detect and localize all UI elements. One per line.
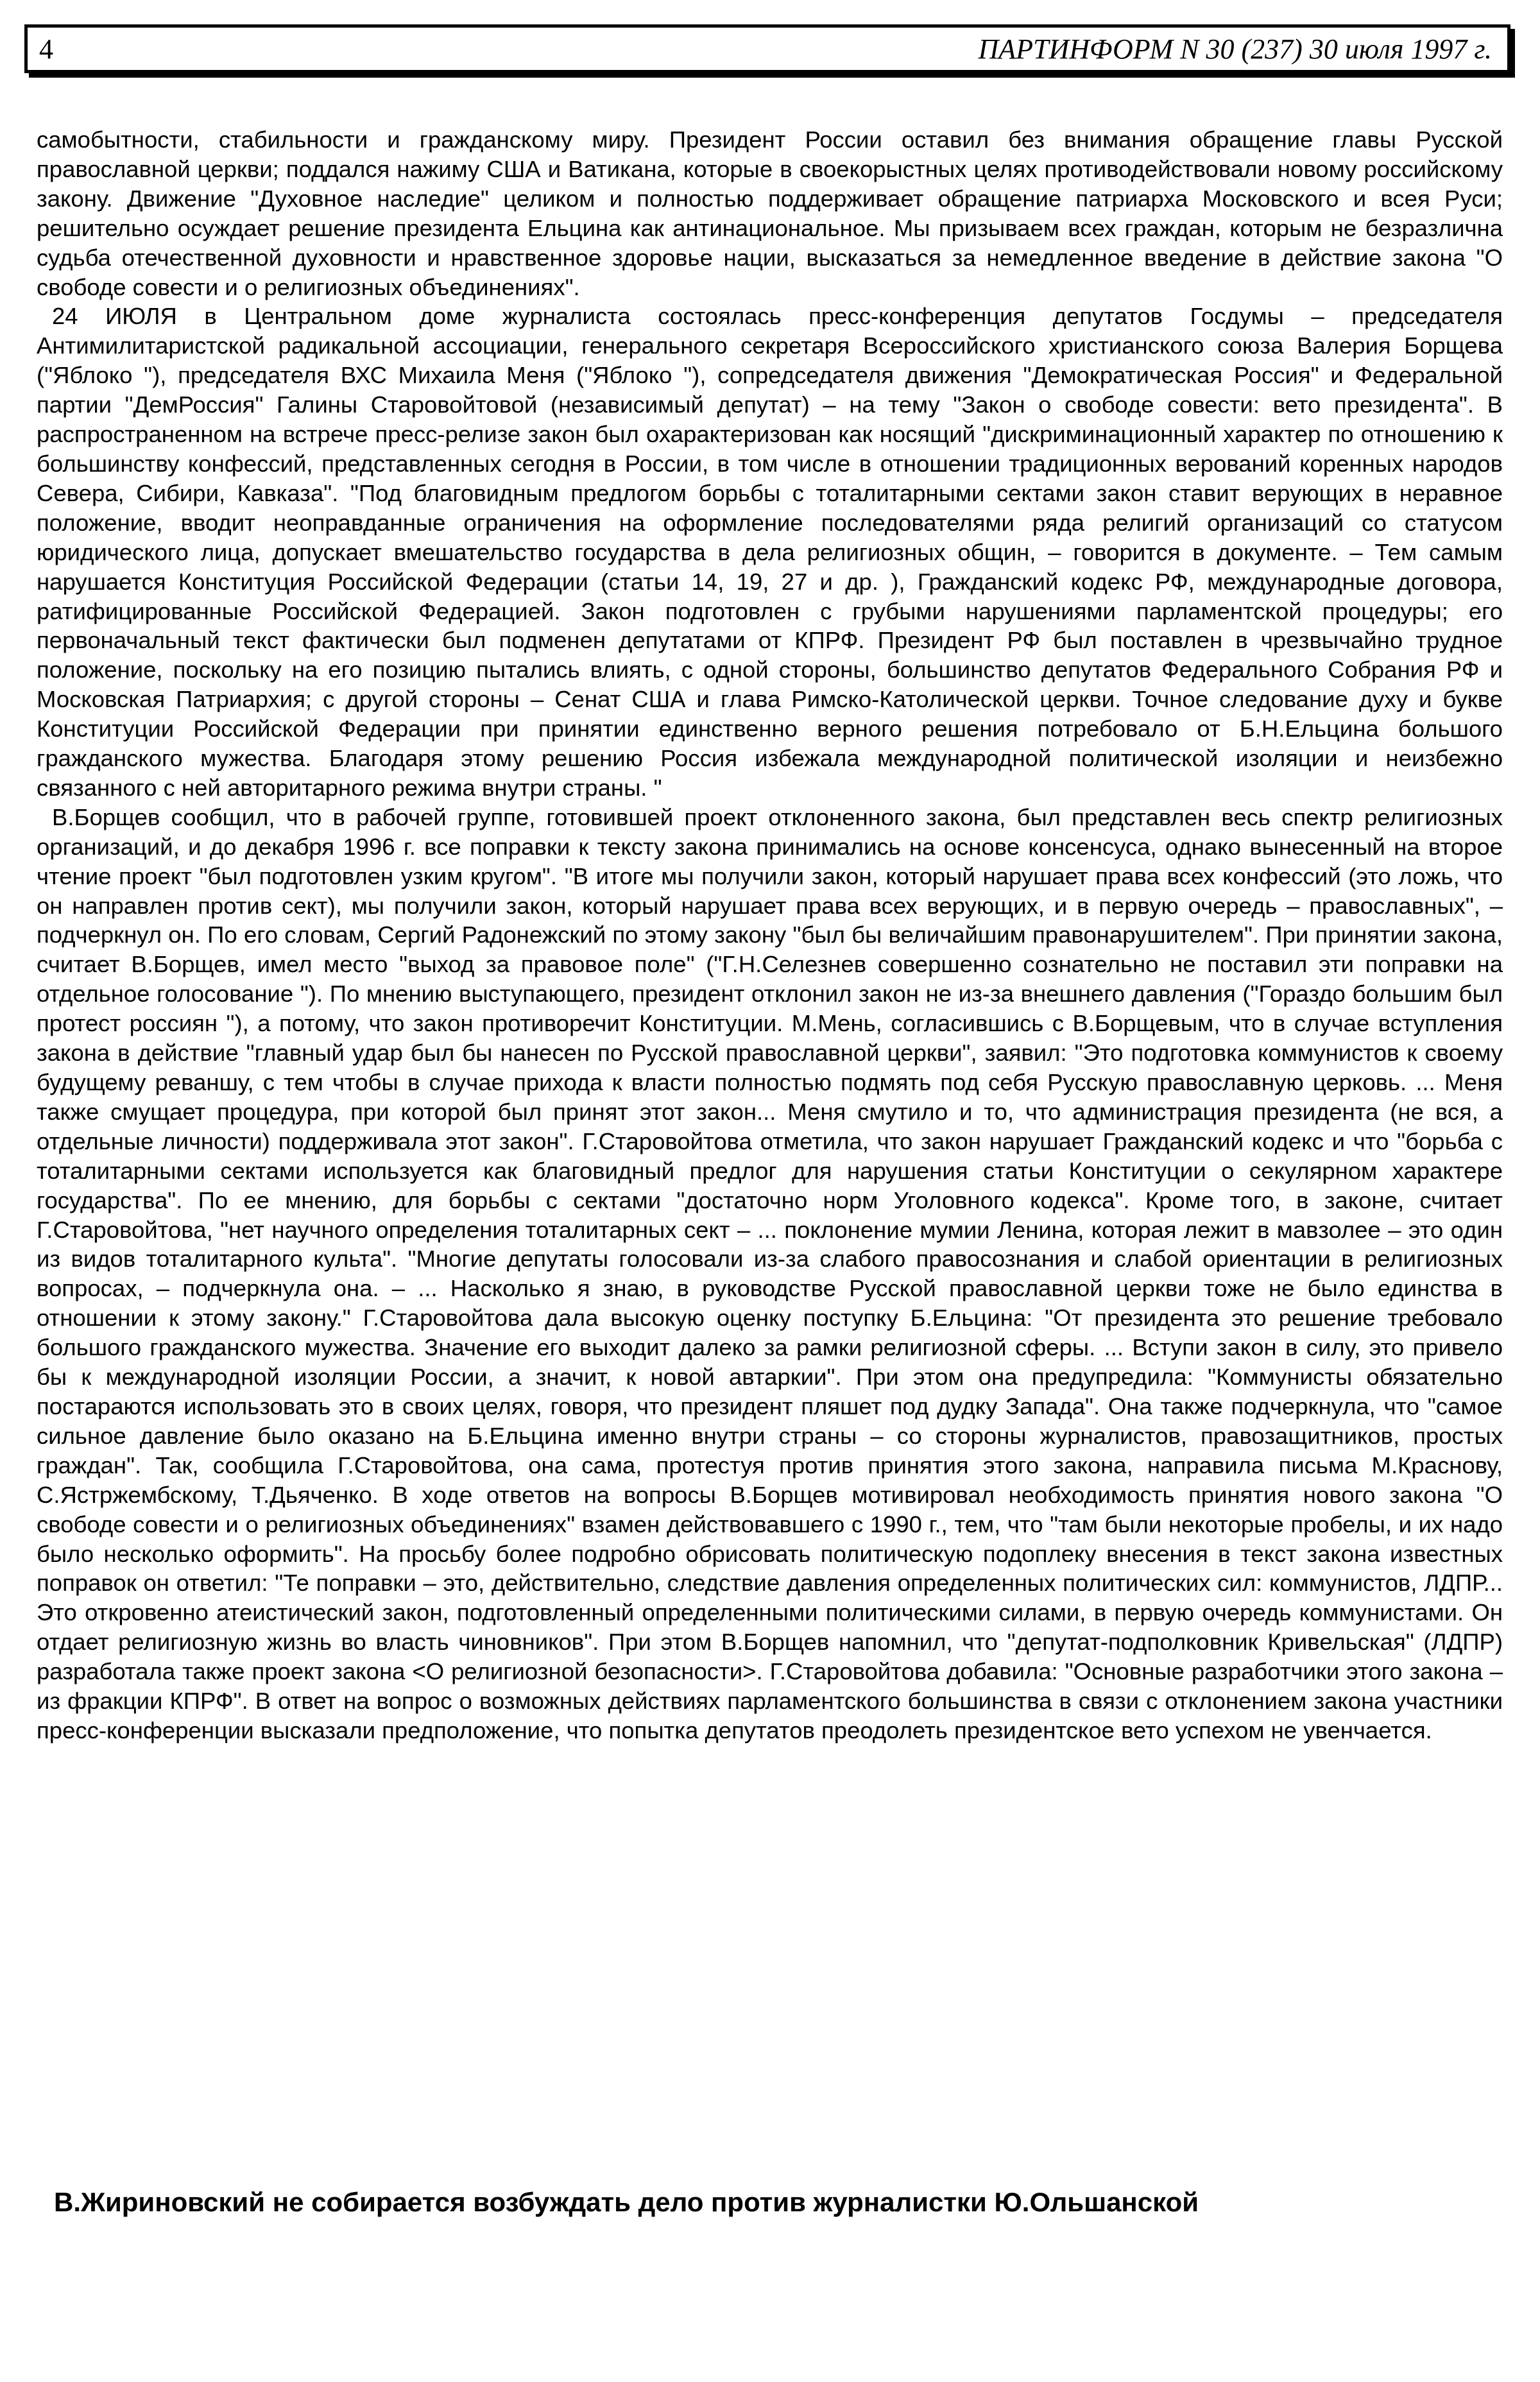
article-body — [37, 125, 1503, 1745]
paragraph: самобытности, стабильности и гражданскому миру. Президент России оставил без внимания обращение главы Русской православной церкви; поддался нажиму США и Ватикана, которые в своекорыстных целях противодействовали новому российскому закону. Движение "Духовное наследие" целиком и полностью поддерживает обращение патриарха Московского и всея Руси; решительно осуждает решение президента Ельцина как антинациональное. Мы призываем всех граждан, которым не безразлична судьба отечественной духовности и нравственное здоровье нации, высказаться за немедленное введение в действие закона "О свободе совести и о религиозных объединениях". — [37, 126, 1503, 300]
page-header — [24, 24, 1510, 73]
next-article-headline: В.Жириновский не собирается возбуждать дело против журналистки Ю.Ольшанской — [54, 2187, 1199, 2217]
paragraph: В.Борщев сообщил, что в рабочей группе, готовившей проект отклоненного закона, был представлен весь спектр религиозных организаций, и до декабря 1996 г. все поправки к тексту закона принимались на основе консенсуса, однако вынесенный на второе чтение проект "был подготовлен узким кругом". "В итоге мы получили закон, который нарушает права всех конфессий (это ложь, что он направлен против сект), мы получили закон, который нарушает права всех верующих, и в первую очередь – православных", – подчеркнул он. По его словам, Сергий Радонежский по этому закону "был бы величайшим правонарушителем". При принятии закона, считает В.Борщев, имел место "выход за правовое поле" ("Г.Н.Селезнев совершенно сознательно не поставил эти поправки на отдельное голосование "). По мнению выступающего, президент отклонил закон не из-за внешнего давления ("Гораздо большим был протест россиян "), а потому, что закон противоречит Конституции. М.Мень, согласившись с В.Борщевым, что в случае вступления закона в действие "главный удар был бы нанесен по Русской православной церкви", заявил: "Это подготовка коммунистов к своему будущему реваншу, с тем чтобы в случае прихода к власти полностью подмять под себя Русскую православную церковь. ... Меня также смущает процедура, при которой был принят этот закон... Меня смутило и то, что администрация президента (не вся, а отдельные личности) поддерживала этот закон". Г.Старовойтова отметила, что закон нарушает Гражданский кодекс и что "борьба с тоталитарными сектами используется как благовидный предлог для нарушения статьи Конституции о секулярном характере государства". По ее мнению, для борьбы с сектами "достаточно норм Уголовного кодекса". Кроме того, в законе, считает Г.Старовойтова, "нет научного определения тоталитарных сект – ... поклонение мумии Ленина, которая лежит в мавзолее – это один из видов тоталитарного культа". "Многие депутаты голосовали из-за слабого правосознания и слабой ориентации в религиозных вопросах, – подчеркнула она. – ... Насколько я знаю, в руководстве Русской православной церкви тоже не было единства в отношении к этому закону." Г.Старовойтова дала высокую оценку поступку Б.Ельцина: "От президента это решение требовало большого гражданского мужества. Значение его выходит далеко за рамки религиозной сферы. ... Вступи закон в силу, это привело бы к международной изоляции России, а значит, к новой автаркии". При этом она предупредила: "Коммунисты обязательно постараются использовать это в своих целях, говоря, что президент пляшет под дудку Запада". Она также подчеркнула, что "самое сильное давление было оказано на Б.Ельцина именно внутри страны – со стороны журналистов, правозащитников, простых граждан". Так, сообщила Г.Старовойтова, она сама, протестуя против принятия этого закона, направила письма М.Краснову, С.Ястржембскому, Т.Дьяченко. В ходе ответов на вопросы В.Борщев мотивировал необходимость принятия нового закона "О свободе совести и о религиозных объединениях" взамен действовавшего с 1990 г., тем, что "там были некоторые пробелы, и их надо было несколько оформить". На просьбу более подробно обрисовать политическую подоплеку внесения в текст закона известных поправок он ответил: "Те поправки – это, действительно, следствие давления определенных политических сил: коммунистов, ЛДПР... Это откровенно атеистический закон, подготовленный определенными политическими силами, в первую очередь коммунистами. Он отдает религиозную жизнь во власть чиновников". При этом В.Борщев напомнил, что "депутат-подполковник Кривельская" (ЛДПР) разработала также проект закона <О религиозной безопасности>. Г.Старовойтова добавила: "Основные разработчики этого закона – из фракции КПРФ". В ответ на вопрос о возможных действиях парламентского большинства в связи с отклонением закона участники пресс-конференции высказали предположение, что попытка депутатов преодолеть президентское вето успехом не увенчается. — [37, 803, 1503, 1744]
issue-title: ПАРТИНФОРМ N 30 (237) 30 июля 1997 г. — [978, 33, 1492, 65]
paragraph: 24 ИЮЛЯ в Центральном доме журналиста состоялась пресс-конференция депутатов Госдумы – председателя Антимилитаристской радикальной ассоциации, генерального секретаря Всероссийского христианского союза Валерия Борщева ("Яблоко "), председателя ВХС Михаила Меня ("Яблоко "), сопредседателя движения "Демократическая Россия" и Федеральной партии "ДемРоссия" Галины Старовойтовой (независимый депутат) – на тему "Закон о свободе совести: вето президента". В распространенном на встрече пресс-релизе закон был охарактеризован как носящий "дискриминационный характер по отношению к большинству конфессий, представленных сегодня в России, в том числе в отношении традиционных верований коренных народов Севера, Сибири, Кавказа". "Под благовидным предлогом борьбы с тоталитарными сектами закон ставит верующих в неравное положение, вводит неоправданные ограничения на оформление последователями ряда религий организаций со статусом юридического лица, допускает вмешательство государства в дела религиозных общин, – говорится в документе. – Тем самым нарушается Конституция Российской Федерации (статьи 14, 19, 27 и др. ), Гражданский кодекс РФ, международные договора, ратифицированные Российской Федерацией. Закон подготовлен с грубыми нарушениями парламентской процедуры; его первоначальный текст фактически был подменен депутатами от КПРФ. Президент РФ был поставлен в чрезвычайно трудное положение, поскольку на его позицию пытались влиять, с одной стороны, большинство депутатов Федерального Собрания РФ и Московская Патриархия; с другой стороны – Сенат США и глава Римско-Католической церкви. Точное следование духу и букве Конституции Российской Федерации при принятии единственно верного решения потребовало от Б.Н.Ельцина большого гражданского мужества. Благодаря этому решению Россия избежала международной политической изоляции и неизбежно связанного с ней авторитарного режима внутри страны. " — [37, 303, 1503, 801]
page-number: 4 — [39, 33, 53, 65]
